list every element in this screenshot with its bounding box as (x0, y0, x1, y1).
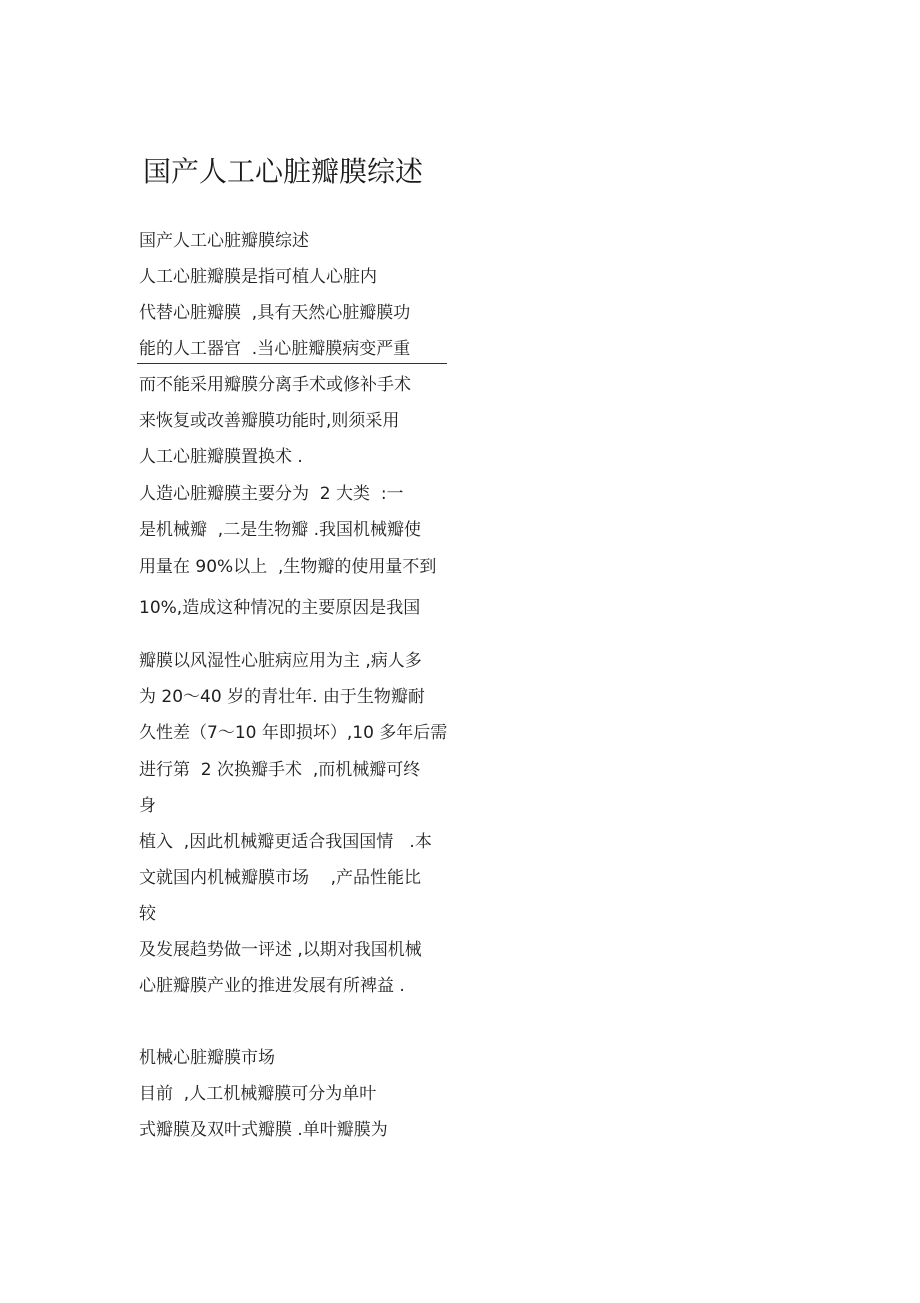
body-line: 用量在 90%以上 ,生物瓣的使用量不到 (139, 557, 437, 577)
body-line: 而不能采用瓣膜分离手术或修补手术 (139, 375, 411, 395)
body-line: 目前 ,人工机械瓣膜可分为单叶 (139, 1084, 377, 1104)
body-line: 式瓣膜及双叶式瓣膜 .单叶瓣膜为 (139, 1120, 388, 1140)
body-line: 人工心脏瓣膜是指可植人心脏内 (139, 267, 377, 287)
body-line: 为 20～40 岁的青壮年. 由于生物瓣耐 (139, 687, 425, 707)
section-heading: 国产人工心脏瓣膜综述 (139, 231, 309, 251)
body-line: 心脏瓣膜产业的推进发展有所裨益 . (139, 976, 405, 996)
body-line: 人造心脏瓣膜主要分为 2 大类 :一 (139, 484, 404, 504)
divider-line (137, 363, 447, 364)
body-line: 能的人工器官 .当心脏瓣膜病变严重 (139, 339, 411, 359)
body-line: 是机械瓣 ,二是生物瓣 .我国机械瓣使 (139, 520, 422, 540)
body-line: 久性差（7～10 年即损坏）,10 多年后需 (139, 723, 448, 743)
body-line: 代替心脏瓣膜 ,具有天然心脏瓣膜功 (139, 303, 411, 323)
body-line: 来恢复或改善瓣膜功能时,则须采用 (139, 411, 400, 431)
body-line: 进行第 2 次换瓣手术 ,而机械瓣可终 (139, 760, 421, 780)
body-line: 瓣膜以风湿性心脏病应用为主 ,病人多 (139, 651, 422, 671)
body-line: 及发展趋势做一评述 ,以期对我国机械 (139, 940, 422, 960)
document-title: 国产人工心脏瓣膜综述 (143, 155, 424, 188)
body-line: 植入 ,因此机械瓣更适合我国国情 .本 (139, 832, 432, 852)
body-line: 人工心脏瓣膜置换术 . (139, 447, 303, 467)
section-heading: 机械心脏瓣膜市场 (139, 1048, 275, 1068)
body-line: 身 (139, 796, 156, 816)
body-line: 10%,造成这种情况的主要原因是我国 (139, 598, 421, 618)
body-line: 较 (139, 904, 156, 924)
body-line: 文就国内机械瓣膜市场 ,产品性能比 (139, 868, 422, 888)
